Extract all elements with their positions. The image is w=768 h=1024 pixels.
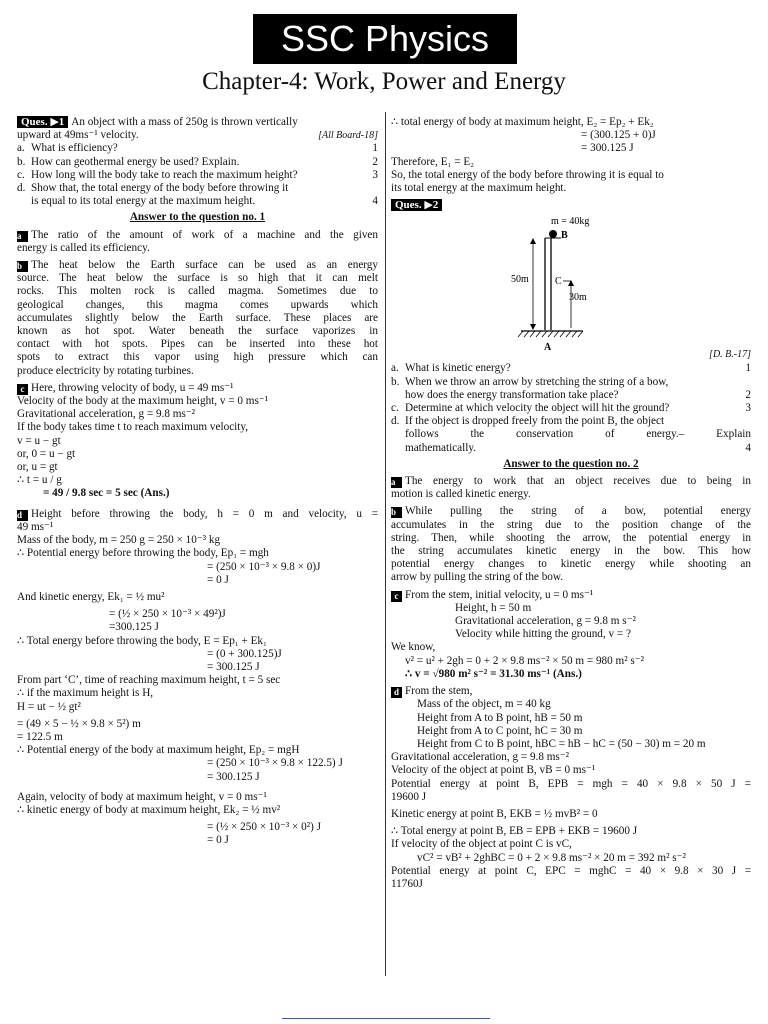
text-line: ∴ t = u / g <box>17 474 62 487</box>
item-text: Determine at which velocity the object will hit the ground? <box>405 402 670 415</box>
point-b-label: B <box>561 230 568 242</box>
text-line: Gravitational acceleration, g = 9.8 ms⁻² <box>17 408 196 421</box>
text-line: Mass of the body, m = 250 g = 250 × 10⁻³ kg <box>17 534 221 547</box>
item-key: d. <box>17 182 26 195</box>
item-key <box>391 442 405 455</box>
letter-badge-c: c <box>391 591 402 602</box>
height-30-label: 30m <box>569 292 587 304</box>
text-line: c Here, throwing velocity of body, u = 49 ms⁻¹ <box>17 382 378 395</box>
equation-line: = (250 × 10⁻³ × 9.8 × 122.5) J <box>207 757 343 770</box>
q1-items <box>17 142 378 208</box>
text-line: Gravitational acceleration, g = 9.8 ms⁻² <box>391 751 570 764</box>
letter-badge-a: a <box>391 477 402 488</box>
text-line: its total energy at the maximum height. <box>391 182 567 195</box>
text-line: Height from A to B point, hB = 50 m <box>417 711 583 724</box>
text-line: 49 ms⁻¹ <box>17 520 54 533</box>
equation-line: = 0 J <box>207 573 229 586</box>
text-line: accumulates slightly below the Earth surface. These places are <box>17 311 378 324</box>
item-text: How long will the body take to reach the maximum height? <box>31 168 298 181</box>
item-mark: 3 <box>745 402 751 415</box>
equation-line: = (0 + 300.125)J <box>207 647 282 660</box>
q1-item <box>17 142 378 155</box>
text-line: d From the stem, <box>391 685 751 698</box>
equation-line: = 0 J <box>207 834 229 847</box>
q2-label: Ques. ▶2 <box>391 199 442 211</box>
text-line: Height from A to C point, hC = 30 m <box>417 724 583 737</box>
answer-1b <box>17 259 378 378</box>
text-line: And kinetic energy, Ek₁ = ½ mu² <box>17 590 165 603</box>
footer-rule <box>282 1018 490 1019</box>
q2-item <box>391 362 751 375</box>
equation-line: = (250 × 10⁻³ × 9.8 × 0)J <box>207 560 321 573</box>
text-line: or, 0 = u − gt <box>17 447 76 460</box>
text-line: b While pulling the string of a bow, potential energy <box>391 505 751 518</box>
q1-item <box>17 182 378 195</box>
text-line: energy is called its efficiency. <box>17 241 150 254</box>
chapter-title: Chapter-4: Work, Power and Energy <box>202 68 566 95</box>
q1-intro <box>17 116 378 129</box>
answer-heading-1: Answer to the question no. 1 <box>129 211 266 224</box>
text-line: c From the stem, initial velocity, u = 0 ms⁻¹ <box>391 589 751 602</box>
equation-line: = (49 × 5 − ½ × 9.8 × 5²) m <box>17 717 141 730</box>
equation-line: = (300.125 + 0)J <box>581 129 656 142</box>
text-line: a The ratio of the amount of work of a machine and the given <box>17 228 378 241</box>
arrow-down-icon <box>530 324 536 330</box>
mass-label: m = 40kg <box>551 216 590 228</box>
text-line: Again, velocity of body at maximum height, v = 0 ms⁻¹ <box>17 790 267 803</box>
text-line: known as hot spot. Water beneath the surface vaporizes in <box>17 325 378 338</box>
left-column <box>17 116 378 848</box>
q2-board-tag: [D. B.-17] <box>709 349 751 361</box>
answer-2d <box>391 685 751 891</box>
item-key: c. <box>391 402 399 415</box>
text-line: ∴ Potential energy of the body at maximum height, Ep₂ = mgH <box>17 744 300 757</box>
text-line: Height from C to B point, hBC = hB − hC = (50 − 30) m = 20 m <box>417 737 706 750</box>
equation-line: = (½ × 250 × 10⁻³ × 0²) J <box>207 821 321 834</box>
text-line: spots to extract this vapor using high pressure which can <box>17 351 378 364</box>
text-line: ∴ if the maximum height is H, <box>17 687 154 700</box>
letter-badge-b: b <box>391 507 402 518</box>
q1-item <box>17 169 378 182</box>
point-c-label: C <box>555 276 562 288</box>
item-key: b. <box>391 375 400 388</box>
text-line: potential energy changes to kinetic energy while shooting an <box>391 558 751 571</box>
q1-item <box>17 195 378 208</box>
text-line: H = ut − ½ gt² <box>17 700 81 713</box>
item-text: how does the energy transformation take place? <box>405 388 619 401</box>
item-text: mathematically. <box>405 441 477 454</box>
item-key <box>391 428 405 441</box>
equation-line: vC² = vB² + 2ghBC = 0 + 2 × 9.8 ms⁻² × 20 m = 392 m² s⁻² <box>417 851 686 864</box>
text-line: Kinetic energy at point B, EKB = ½ mvB² = 0 <box>391 807 598 820</box>
item-key <box>17 195 31 208</box>
answer-1d <box>17 508 378 848</box>
text-line: Gravitational acceleration, g = 9.8 m s⁻² <box>455 615 636 628</box>
q2-item <box>391 442 751 455</box>
q2-item <box>391 389 751 402</box>
q2-items <box>391 362 751 454</box>
q1-intro-text-2: upward at 49ms⁻¹ velocity. <box>17 129 139 142</box>
text-line: string. Then, while shooting the arrow, the potential energy in <box>391 531 751 544</box>
letter-badge-a: a <box>17 231 28 242</box>
text-line: accumulates in the string due to the position change of the <box>391 518 751 531</box>
arrow-up-icon <box>530 238 536 244</box>
point-a-label: A <box>544 342 552 354</box>
text-line: rocks. This molten rock is called magma. Sometimes due to <box>17 285 378 298</box>
letter-badge-d: d <box>17 510 28 521</box>
answer-line: = 49 / 9.8 sec = 5 sec (Ans.) <box>43 487 170 500</box>
text-line: ∴ Total energy before throwing the body, E = Ep₁ + Ek₁ <box>17 634 267 647</box>
equation-line: = 300.125 J <box>581 142 634 155</box>
answer-2c <box>391 589 751 681</box>
item-text: When we throw an arrow by stretching the string of a bow, <box>405 375 669 388</box>
text-line: ∴ Potential energy before throwing the body, Ep₁ = mgh <box>17 547 269 560</box>
item-text: What is kinetic energy? <box>405 362 511 375</box>
letter-badge-c: c <box>17 384 28 395</box>
q1-label: Ques. ▶1 <box>17 116 68 128</box>
ground-hatch <box>518 331 583 337</box>
item-mark: 1 <box>745 362 751 375</box>
letter-badge-d: d <box>391 687 402 698</box>
answer-2b <box>391 505 751 584</box>
answer-line: ∴ v = √980 m² s⁻² = 31.30 ms⁻¹ (Ans.) <box>405 667 582 680</box>
text-line: Velocity of the body at the maximum height, v = 0 ms⁻¹ <box>17 395 269 408</box>
q2-item <box>391 428 751 441</box>
equation-line: = 300.125 J <box>207 660 260 673</box>
text-line: If velocity of the object at point C is vC, <box>391 838 572 851</box>
item-text: follows the conservation of energy.– Explain <box>405 428 751 441</box>
letter-badge-b: b <box>17 261 28 272</box>
item-text: Show that, the total energy of the body before throwing it <box>31 182 289 195</box>
text-line: So, the total energy of the body before throwing it is equal to <box>391 168 664 181</box>
text-line: If the body takes time t to reach maximum velocity, <box>17 421 249 434</box>
q1-board-tag: [All Board-18] <box>318 130 378 142</box>
text-line: ∴ kinetic energy of body at maximum height, Ek₂ = ½ mv² <box>17 803 281 816</box>
item-key: a. <box>391 362 399 375</box>
item-text: If the object is dropped freely from the point B, the object <box>405 415 665 428</box>
column-divider <box>385 112 386 976</box>
text-line: We know, <box>391 641 436 654</box>
equation-line: =300.125 J <box>109 621 159 634</box>
text-line: ∴ Total energy at point B, EB = EPB + EKB = 19600 J <box>391 825 638 838</box>
q1-intro-2 <box>17 129 378 142</box>
q2-item <box>391 402 751 415</box>
object-dot <box>549 230 557 238</box>
answer-1a <box>17 229 378 255</box>
text-line: Height, h = 50 m <box>455 601 532 614</box>
text-line: Mass of the object, m = 40 kg <box>417 698 551 711</box>
text-line: source. The heat below the surface is so high that it can melt <box>17 272 378 285</box>
item-text: What is efficiency? <box>31 142 118 155</box>
text-line: 11760J <box>391 877 423 890</box>
equation-line: = 300.125 J <box>207 770 260 783</box>
equation-line: = (½ × 250 × 10⁻³ × 49²)J <box>109 608 226 621</box>
book-title-banner: SSC Physics <box>253 14 517 64</box>
q1-intro-text: An object with a mass of 250g is thrown vertically <box>71 116 298 128</box>
right-column <box>391 116 751 891</box>
stem-diagram <box>391 212 751 362</box>
equation-line: v² = u² + 2gh = 0 + 2 × 9.8 ms⁻² × 50 m = 980 m² s⁻² <box>405 654 645 667</box>
item-mark: 2 <box>745 388 751 401</box>
text-line: or, u = gt <box>17 461 58 474</box>
item-key <box>391 389 405 402</box>
item-key: b. <box>17 155 26 168</box>
item-key: d. <box>391 415 400 428</box>
text-line: Potential energy at point B, EPB = mgh = 40 × 9.8 × 50 J = <box>391 777 751 790</box>
item-text: is equal to its total energy at the maximum height. <box>31 195 256 208</box>
text-line: b The heat below the Earth surface can be used as an energy <box>17 259 378 272</box>
item-mark: 4 <box>372 195 378 208</box>
equation-line: = 122.5 m <box>17 730 63 743</box>
q2-item <box>391 415 751 428</box>
q1-item <box>17 156 378 169</box>
item-key: a. <box>17 142 25 155</box>
item-key: c. <box>17 168 25 181</box>
answer-2a <box>391 475 751 501</box>
item-mark: 2 <box>372 155 378 168</box>
text-line: Velocity of the object at point B, vB = 0 ms⁻¹ <box>391 764 596 777</box>
text-line: Therefore, E₁ = E₂ <box>391 155 475 168</box>
text-line: motion is called kinetic energy. <box>391 488 531 501</box>
item-mark: 3 <box>372 168 378 181</box>
item-text: How can geothermal energy be used? Explain. <box>31 155 240 168</box>
answer-heading-2: Answer to the question no. 2 <box>503 457 639 470</box>
text-line: 19600 J <box>391 790 427 803</box>
height-50-label: 50m <box>511 274 529 286</box>
text-line: a The energy to work that an object receives due to being in <box>391 475 751 488</box>
text-line: contact with hot spots. Pipes can be inserted into these hot <box>17 338 378 351</box>
answer-1c <box>17 382 378 501</box>
item-mark: 1 <box>372 142 378 155</box>
text-line: ∴ total energy of body at maximum height, E₂ = Ep₂ + Ek₂ <box>391 116 654 128</box>
q2-item <box>391 376 751 389</box>
tower-diagram-svg <box>491 212 651 360</box>
text-line: produce electricity by rotating turbines. <box>17 364 194 377</box>
text-line: the string accumulates kinetic energy in the bow. This how <box>391 545 751 558</box>
text-line: Velocity while hitting the ground, v = ? <box>455 628 631 641</box>
text-line: geological changes, this magma comes upwards which <box>17 298 378 311</box>
text-line: Potential energy at point C, EPC = mghC = 40 × 9.8 × 30 J = <box>391 864 751 877</box>
q2-header <box>391 199 751 212</box>
item-mark: 4 <box>745 441 751 454</box>
text-line: arrow by pulling the string of the bow. <box>391 571 564 584</box>
text-line: From part ‘C’, time of reaching maximum height, t = 5 sec <box>17 674 281 687</box>
text-line: d Height before throwing the body, h = 0 m and velocity, u = <box>17 507 378 520</box>
text-line: v = u − gt <box>17 434 61 447</box>
